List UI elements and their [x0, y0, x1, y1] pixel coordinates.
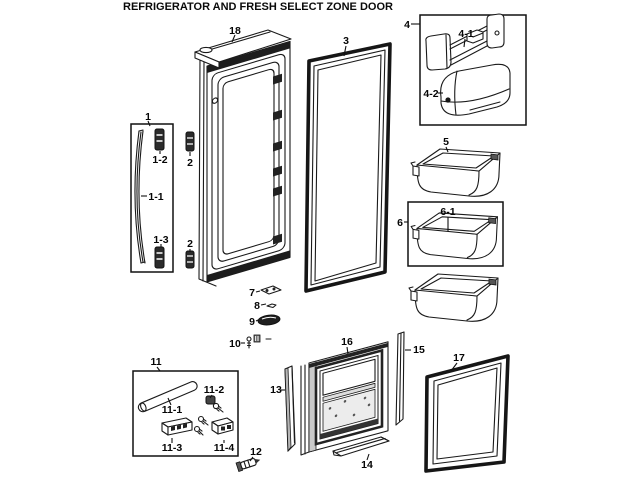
label-part-7: 7 — [249, 287, 255, 299]
label-part-12: 12 — [250, 446, 262, 458]
label-part-1: 1 — [145, 111, 151, 123]
label-part-4-1: 4-1 — [458, 28, 474, 40]
label-part-6: 6 — [397, 217, 403, 229]
label-part-6-1: 6-1 — [440, 206, 456, 218]
label-part-4-2: 4-2 — [423, 88, 439, 100]
label-part-11-4: 11-4 — [213, 442, 235, 454]
label-part-13: 13 — [270, 384, 282, 396]
label-part-3: 3 — [343, 35, 349, 47]
handle-bracket-top-icon — [155, 129, 164, 150]
mount-clip-bottom-icon — [186, 251, 194, 268]
label-part-15: 15 — [413, 344, 425, 356]
diagram-title: REFRIGERATOR AND FRESH SELECT ZONE DOOR — [123, 1, 393, 13]
fresh-zone-door-icon — [301, 342, 388, 455]
label-part-11-3: 11-3 — [161, 442, 183, 454]
label-part-5: 5 — [443, 136, 449, 148]
trim-strip-left-icon — [285, 366, 295, 451]
handle-bracket-bottom-icon — [155, 247, 164, 268]
pin-clip-icon — [267, 304, 276, 308]
label-part-2a: 2 — [187, 157, 193, 169]
label-part-11: 11 — [150, 356, 162, 368]
screw-set-icon — [247, 335, 271, 348]
label-part-18: 18 — [229, 25, 241, 37]
label-part-14: 14 — [361, 459, 373, 471]
handle-mount-block-icon — [199, 417, 234, 435]
label-part-9: 9 — [249, 316, 255, 328]
door-bin-middle-icon — [411, 213, 497, 259]
trim-strip-right-icon — [396, 332, 404, 425]
label-part-4: 4 — [404, 19, 410, 31]
fresh-zone-gasket-icon — [426, 356, 508, 471]
label-part-2b: 2 — [187, 238, 193, 250]
refrigerator-door-icon — [195, 30, 291, 286]
handle-bracket-icon — [162, 418, 203, 435]
hinge-plate-icon — [261, 286, 281, 294]
label-part-16: 16 — [341, 336, 353, 348]
dairy-cover-icon — [441, 64, 510, 115]
mount-clip-top-icon — [186, 132, 194, 151]
label-part-17: 17 — [453, 352, 465, 364]
label-part-10: 10 — [229, 338, 241, 350]
label-part-1-1: 1-1 — [148, 191, 164, 203]
door-gasket-icon — [306, 44, 390, 291]
label-part-11-2: 11-2 — [203, 384, 225, 396]
grommet-cam-icon — [257, 314, 280, 326]
label-part-11-1: 11-1 — [161, 404, 183, 416]
end-cap-screw-icon — [206, 396, 223, 412]
label-part-1-3: 1-3 — [153, 234, 169, 246]
door-bin-lower-icon — [409, 274, 498, 321]
door-bin-upper-icon — [411, 149, 500, 196]
label-part-1-2: 1-2 — [152, 154, 168, 166]
label-part-8: 8 — [254, 300, 260, 312]
